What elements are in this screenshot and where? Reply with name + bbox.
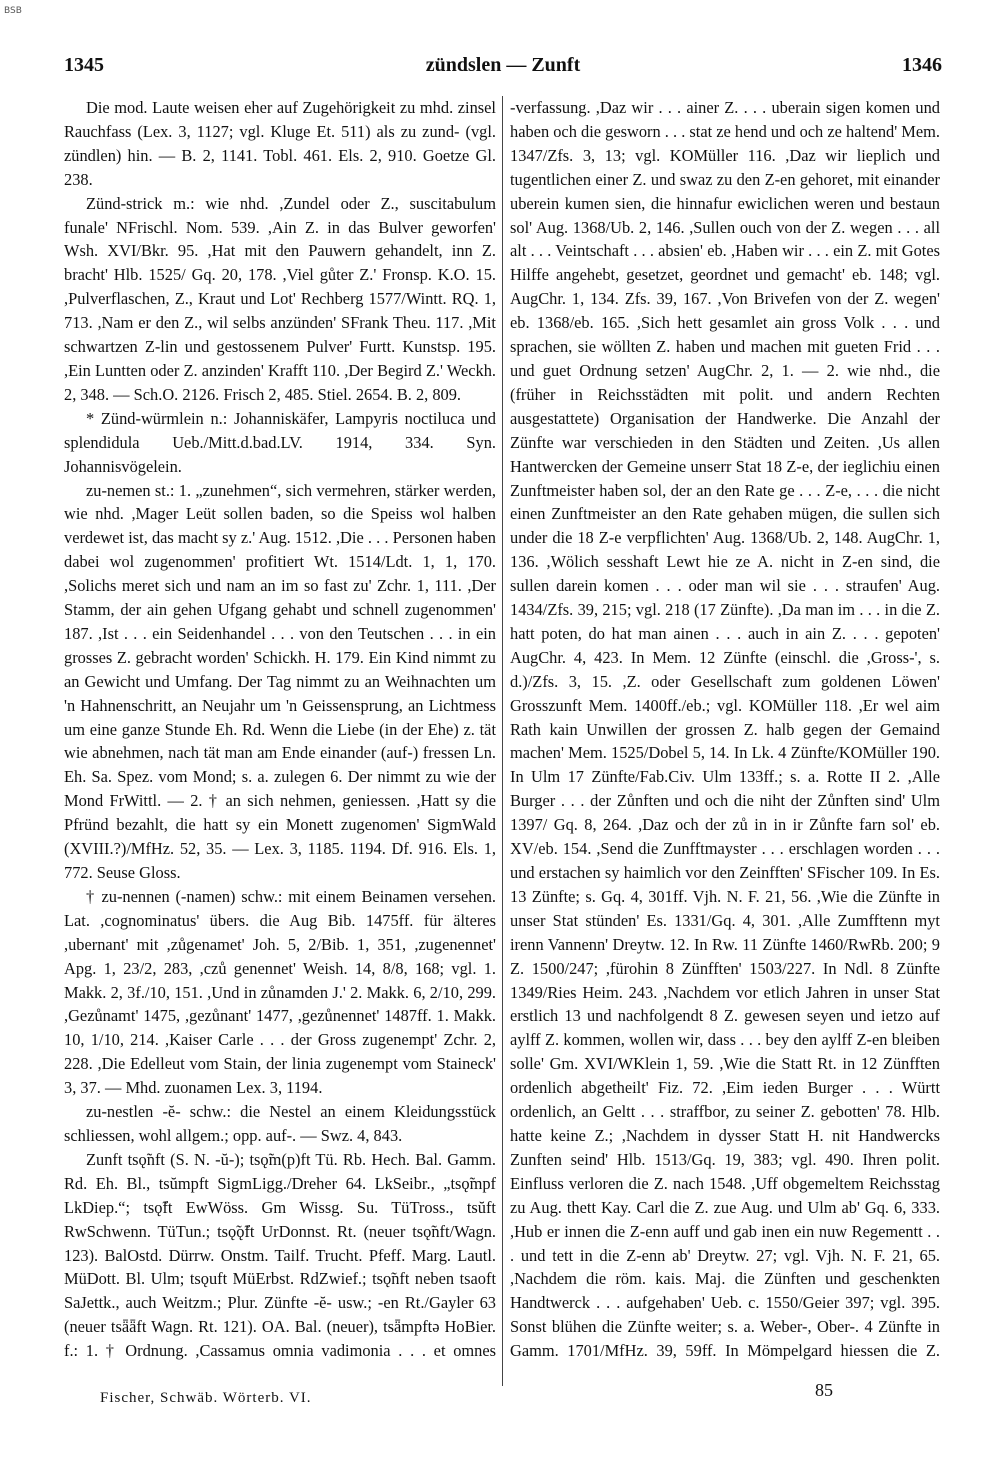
page-number-left: 1345: [64, 54, 104, 76]
entry-paragraph: zu-nemen st.: 1. „zunehmen“, sich vermehren, stärker werden, wie nhd. ,Mager Leüt sollen baden, so die Speiss wol halben verdewet ist, das macht sy z.' Aug. 1512. ,Die . . . Personen haben dabei wol zugenommen' profitiert Wt. 1514/Ldt. 1, 1, 170. ,Solichs meret sich und nam an im so fast zu' Zchr. 1, 111. ,Der Stamm, der ain gehen Ufgang gehabt und schnell zugenommen' 187. ,Ist . . . ein Seidenhandel . . . von den Teutschen . . . in ein grosses Z. gebracht worden' Schickh. H. 179. Ein Kind nimmt zu an Gewicht und Umfang. Der Tag nimmt zu an Weihnachten um 'n Hahnenschritt, an Neujahr um 'n Geissensprung, an Lichtmess um eine ganze Stunde Eh. Rd. Wenn die Liebe (in der Ehe) z. tät wie abnehmen, nach tät man am Ende einander (auf-) fressen Ln. Eh. Sa. Spez. vom Mond; s. a. zulegen 6. Der nimmt zu wie der Mond FrWittl. — 2. † an sich nehmen, geniessen. ,Hatt sy die Pfründ bezahlt, die hatt sy ein Monett zugenomen' SigmWald (XVIII.?)/MfHz. 52, 35. — Lex. 3, 1185. 1194. Df. 916. Els. 1, 772. Seuse Gloss.: [64, 480, 496, 882]
page-number-right: 1346: [902, 54, 942, 76]
entry-paragraph: Die mod. Laute weisen eher auf Zugehörigkeit zu mhd. zinsel Rauchfass (Lex. 3, 1127; vgl. Kluge Et. 511) als zu zund- (vgl. zündlen) hin. — B. 2, 1141. Tobl. 461. Els. 2, 910. Goetze Gl. 238.: [64, 98, 496, 189]
left-column: [64, 96, 496, 1366]
entry-paragraph: -verfassung. ,Daz wir . . . ainer Z. . . . uberain sigen komen und haben och die gesworn . . . stat ze hend und och ze haltend' Mem. 1347/Zfs. 3, 13; vgl. KOMüller 116. ,Daz wir lieplich und tugentlichen einer Z. und swaz zu den Z-en gehoret, mit einander uberein kumen sien, die hinnafur ewiclichen weren und bestaun sol' Aug. 1368/Ub. 2, 146. ,Sullen ouch von der Z. wegen . . . all alt . . . Veintschaft . . . absien' eb. ,Haben wir . . . ein Z. mit Gotes Hilffe angehebt, gesetzet, geordnet und gemacht' eb. 148; vgl. AugChr. 1, 134. Zfs. 39, 167. ,Von Brivefen von der Z. wegen' eb. 1368/eb. 165. ,Sich hett gesamlet ain gross Volk . . . und sprachen, sie wöllten Z. haben und machen mit gueten Frid . . . und guet Ordnung setzen' AugChr. 2, 1. — 2. wie nhd., die (früher in Reichsstädten mit polit. und andern Rechten ausgestattete) Organisation der Handwerke. Die Anzahl der Zünfte war verschieden in den Städten und Zeiten. ,Us allen Hantwercken der Gemeine unserr Stat 18 Z-e, der ieglichiu einen Zunftmeister haben sol, der an den Rate ge . . . Z-e, . . . die nicht einen Zunftmeister an den Rate gehaben mügen, die sullen sich under die 18 Z-e verpflichten' Aug. 1368/Ub. 2, 148. AugChr. 1, 136. ,Wölich sesshaft Lewt hie ze A. nicht in Z-en sind, die sullen darein komen . . . oder man wil sie . . . straufen' Aug. 1434/Zfs. 39, 215; vgl. 218 (17 Zünfte). ,Da man im . . . in die Z. hatt poten, do hat man ainen . . . auch in ain Z. . . . gepoten' AugChr. 4, 423. In Mem. 12 Zünfte (einschl. die ,Gross-', s. d.)/Zfs. 3, 15. ,Z. oder Gesellschaft zum goldenen Löwen' Grosszunft Mem. 1400ff./eb.; vgl. KOMüller 118. ,Er wel aim Rath kain Unwillen der grossen Z. halb gegen der Gemaind machen' Mem. 1525/Dobel 5, 14. In Lk. 4 Zünfte/KOMüller 190. In Ulm 17 Zünfte/Fab.Civ. Ulm 133ff.; s. a. Rotte II 2. ,Alle Burger . . . der Zůnften und och die niht der Zůnften sind' Ulm 1397/ Gq. 8, 264. ,Daz och der zů in in ir Zůnfte farn sol' eb. XV/eb. 154. ,Send die Zunfftmayster . . . erschlagen worden . . . und erstachen sy haimlich vor den Zeinfften' SFischer 109. In Es. 13 Zünfte; s. Gq. 4, 301ff. Vjh. N. F. 21, 56. ,Wie die Zünfte in unser Stat stünden' Es. 1331/Gq. 4, 301. ,Alle Zumfftenn myt irenn Vannenn' Dreytw. 12. In Rw. 11 Zünfte 1460/RwRb. 200; 9 Z. 1500/247; ,fürohin 8 Zünfften' 1503/227. In Ndl. 8 Zünfte 1349/Ries Heim. 243. ,Nachdem vor etlich Jahren in unser Stat erstlich 13 und nachfolgendt 8 Z. gewesen seyen und ietzo auf aylff Z. kommen, wollen wir, dass . . . bey den aylff Z-en bleiben solle' Gm. XVI/WKlein 1, 59. ,Wie die Statt Rt. in 12 Zünfften ordenlich abgetheilt' Fiz. 72. ,Eim ieden Burger . . . Württ ordenlich, an Geltt . . . straffbor, zu seiner Z. gebotten' 78. Hlb. hatte keine Z.; ,Nachdem in dysser Statt H. nit Handwercks Zunften seind' Hlb. 1513/Gq. 19, 383; vgl. 490. Ihren polit. Einfluss verloren die Z. nach 1548. ,Uff obgemeltem Reichsstag zu Aug. thett Kay. Carl die Z. zue Aug. und Ulm ab' Gq. 6, 333. ,Hub er innen die Z-enn auff und gab inen ein nuw Regementt . . . und tett in die Z-enn ab' Dreytw. 27; vgl. Vjh. N. F. 21, 65. ,Nachdem die röm. kais. Maj. die Zünften und geschenkten Handtwerck . . . aufgehaben' Ueb. c. 1550/Geier 397; vgl. 395. Sonst blühen die Zünfte weiter; s. a. Weber-, Ober-. 4 Zünfte in Gamm. 1701/MfHz. 39, 59ff. In Mömpelgard hiessen die Z.: [510, 98, 940, 1361]
entry-paragraph: * Zünd-würmlein n.: Johanniskäfer, Lampyris noctiluca und splendidula Ueb./Mitt.d.bad.LV. 1914, 334. Syn. Johannisvögelein.: [64, 408, 496, 476]
entry-paragraph: † zu-nennen (-namen) schw.: mit einem Beinamen versehen. Lat. ,cognominatus' übers. die Aug Bib. 1475ff. für älteres ,ubernant' mit ,zůgenamet' Joh. 5, 2/Bib. 1, 351, ,zugenennet' Apg. 1, 23/2, 283, ,czů genennet' Weish. 14, 8/8, 168; vgl. 1. Makk. 2, 3f./10, 151. ,Und in zůnamden J.' 2. Makk. 6, 2/10, 299. ,Gezůnamt' 1475, ,gezůnant' 1477, ,gezůnennet' 1487ff. 1. Makk. 10, 1/10, 214. ,Kaiser Carle . . . der Gross zugenempt' Zchr. 2, 228. ,Die Edelleut vom Stain, der linia zugenempt vom Staineck' 3, 37. — Mhd. zuonamen Lex. 3, 1194.: [64, 886, 496, 1098]
library-mark: BSB: [4, 6, 22, 16]
page-title: zündslen — Zunft: [425, 54, 581, 76]
entry-paragraph: Zünd-strick m.: wie nhd. ,Zundel oder Z., suscitabulum funale' NFrischl. Nom. 539. ,Ain Z. in das Bulver geworfen' Wsh. XVI/Bkr. 95. ,Hat mit den Pauwern gehandelt, inn Z. bracht' Hlb. 1525/ Gq. 20, 178. ,Viel gůter Z.' Fronsp. K.O. 15. ,Pulverflaschen, Z., Kraut und Lot' Rechberg 1577/Wintt. RQ. 1, 713. ,Nam er den Z., wil selbs anzünden' SFrank Theu. 117. ,Mit schwartzen Z-lin und gestossenem Pulver' Furtt. Kunstsp. 195. ,Ein Luntten oder Z. anzinden' Krafft 110. ,Der Begird Z.' Weckh. 2, 348. — Sch.O. 2126. Frisch 2, 485. Stiel. 2654. B. 2, 809.: [64, 193, 496, 404]
right-column: [510, 96, 940, 1366]
column-divider: [502, 96, 503, 1386]
sheet-number: 85: [815, 1380, 833, 1400]
entry-paragraph: Zunft tsǫ̃nft (S. N. -ŭ-); tsǫ̃m(p)ft Tü. Rb. Hech. Bal. Gamm. Rd. Eh. Bl., tsŭmpft SigmLigg./Dreher 64. LkSeibr., „tsǫ̃mpf LkDiep.“; tsǫ̃ft EwWöss. Gm Wissg. Su. TüTross., tsŭft RwSchwenn. TüTun.; tsǫ̃ǫ̃ft UrDonnst. Rt. (neuer tsǫ̃nft/Wagn. 123). BalOstd. Dürrw. Onstm. Tailf. Trucht. Pfeff. Marg. Lautl. MüDott. Bl. Ulm; tsǫuft MüErbst. RdZwief.; tsǫ̃nft neben tsaoft SaJettk., auch Weitzm.; Plur. Zünfte -ĕ- usw.; -en Rt./Gayler 63 (neuer tsǟǟft Wagn. Rt. 121). OA. Bal. (neuer), tsǟmpftə HoBier. f.: 1. † Ordnung. ,Cassamus omnia vadimonia . . . et omnes: [64, 1149, 496, 1361]
entry-paragraph: zu-nestlen -ĕ- schw.: die Nestel an einem Kleidungsstück schliessen, wohl allgem.; opp. auf-. — Swz. 4, 843.: [64, 1102, 496, 1145]
signature-line: Fischer, Schwäb. Wörterb. VI.: [100, 1390, 312, 1406]
running-head: [64, 54, 942, 84]
